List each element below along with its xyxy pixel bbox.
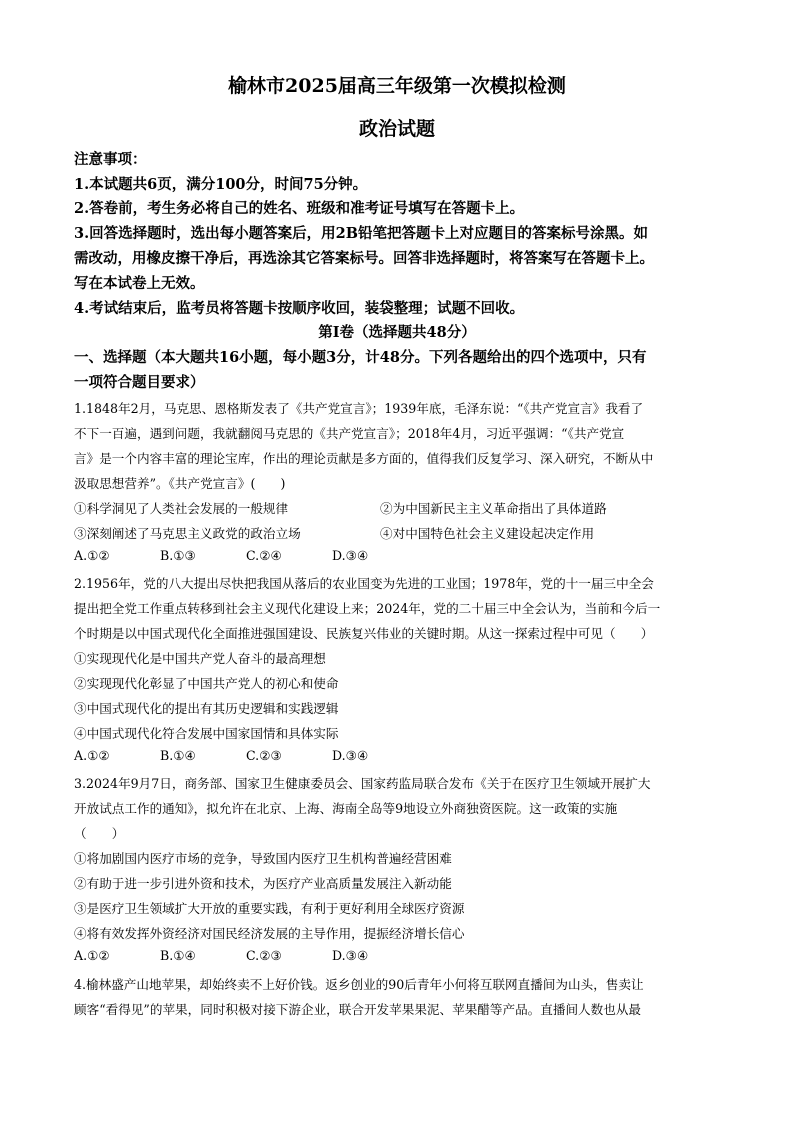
question-3-option: ②有助于进一步引进外资和技术，为医疗产业高质量发展注入新动能 [74,876,452,891]
notice-line: 4.考试结束后，监考员将答题卡按顺序收回，装袋整理；试题不回收。 [74,300,525,317]
answer-choice: C.②③ [246,948,282,963]
question-1-stem: 1.1848年2月，马克思、恩格斯发表了《共产党宣言》；1939年底，毛泽东说：“《共产党宣言》我看了 [74,401,644,416]
section-heading: 一项符合题目要求） [74,374,205,391]
question-3-stem: 3.2024年9月7日，商务部、国家卫生健康委员会、国家药监局联合发布《关于在医疗卫生领域开展扩大 [74,776,651,791]
question-3-option: ③是医疗卫生领域扩大开放的重要实践，有利于更好利用全球医疗资源 [74,901,465,916]
answer-choice: D.③④ [332,948,369,963]
question-4-stem: 顾客“看得见”的苹果，同时积极对接下游企业，联合开发苹果果泥、苹果醋等产品。直播间人数也从最 [74,1002,642,1017]
exam-subject: 政治试题 [358,118,435,140]
question-3-stem: （ ） [74,826,125,841]
question-2-option: ①实现现代化是中国共产党人奋斗的最高理想 [74,651,326,666]
question-2-stem: 个时期是以中国式现代化全面推进强国建设、民族复兴伟业的关键时期。从这一探索过程中可见（ ） [74,626,654,641]
question-2-answers [74,748,418,763]
question-3-answers [74,948,418,963]
volume-title: 第Ⅰ卷（选择题共48分） [318,324,476,341]
question-2-option: ④中国式现代化符合发展中国家国情和具体实际 [74,726,339,741]
question-2-option: ②实现现代化彰显了中国共产党人的初心和使命 [74,676,339,691]
notice-line: 2.答卷前，考生务必将自己的姓名、班级和准考证号填写在答题卡上。 [74,200,525,217]
notice-line: 3.回答选择题时，选出每小题答案后，用2B铅笔把答题卡上对应题目的答案标号涂黑。如 [74,225,648,242]
answer-choice: D.③④ [332,548,369,563]
question-1-option: ①科学洞见了人类社会发展的一般规律 [74,501,289,516]
notice-line: 写在本试卷上无效。 [74,275,205,292]
answer-choice: C.②③ [246,748,282,763]
answer-choice: D.③④ [332,748,369,763]
exam-title: 榆林市2025届高三年级第一次模拟检测 [228,75,566,97]
question-3-option: ④将有效发挥外资经济对国民经济发展的主导作用，提振经济增长信心 [74,926,465,941]
question-2-stem: 2.1956年，党的八大提出尽快把我国从落后的农业国变为先进的工业国；1978年，党的十一届三中全会 [74,576,654,591]
question-1-stem: 汲取思想营养”。《共产党宣言》( ) [74,476,286,491]
question-1-option: ④对中国特色社会主义建设起决定作用 [380,526,595,541]
answer-choice: A.①② [74,748,110,763]
question-2-option: ③中国式现代化的提出有其历史逻辑和实践逻辑 [74,701,339,716]
question-2-stem: 提出把全党工作重点转移到社会主义现代化建设上来；2024年，党的二十届三中全会认为，当前和今后一 [74,601,661,616]
answer-choice: A.①② [74,948,110,963]
question-3-stem: 开放试点工作的通知》，拟允许在北京、上海、海南全岛等9地设立外商独资医院。这一政策的实施 [74,801,618,816]
section-heading: 一、选择题（本大题共16小题，每小题3分，计48分。下列各题给出的四个选项中，只有 [74,349,647,366]
question-4-stem: 4.榆林盛产山地苹果，却始终卖不上好价钱。返乡创业的90后青年小何将互联网直播间为山头，售卖让 [74,977,644,992]
notice-line: 1.本试题共6页，满分100分，时间75分钟。 [74,176,368,193]
question-1-answers [74,548,418,563]
answer-choice: B.①④ [160,748,196,763]
answer-choice: C.②④ [246,548,282,563]
notice-heading: 注意事项： [74,151,147,168]
answer-choice: A.①② [74,548,110,563]
question-1-option: ②为中国新民主主义革命指出了具体道路 [380,501,607,516]
answer-choice: B.①③ [160,548,196,563]
question-1-stem: 言》是一个内容丰富的理论宝库，作出的理论贡献是多方面的，值得我们反复学习、深入研究，不断从中 [74,451,654,466]
question-1-option: ③深刻阐述了马克思主义政党的政治立场 [74,526,301,541]
answer-choice: B.①④ [160,948,196,963]
question-1-stem: 不下一百遍，遇到问题，我就翻阅马克思的《共产党宣言》；2018年4月，习近平强调：“《共产党宣 [74,426,625,441]
question-3-option: ①将加剧国内医疗市场的竞争，导致国内医疗卫生机构普遍经营困难 [74,851,452,866]
notice-line: 需改动，用橡皮擦干净后，再选涂其它答案标号。回答非选择题时，将答案写在答题卡上。 [74,250,654,267]
